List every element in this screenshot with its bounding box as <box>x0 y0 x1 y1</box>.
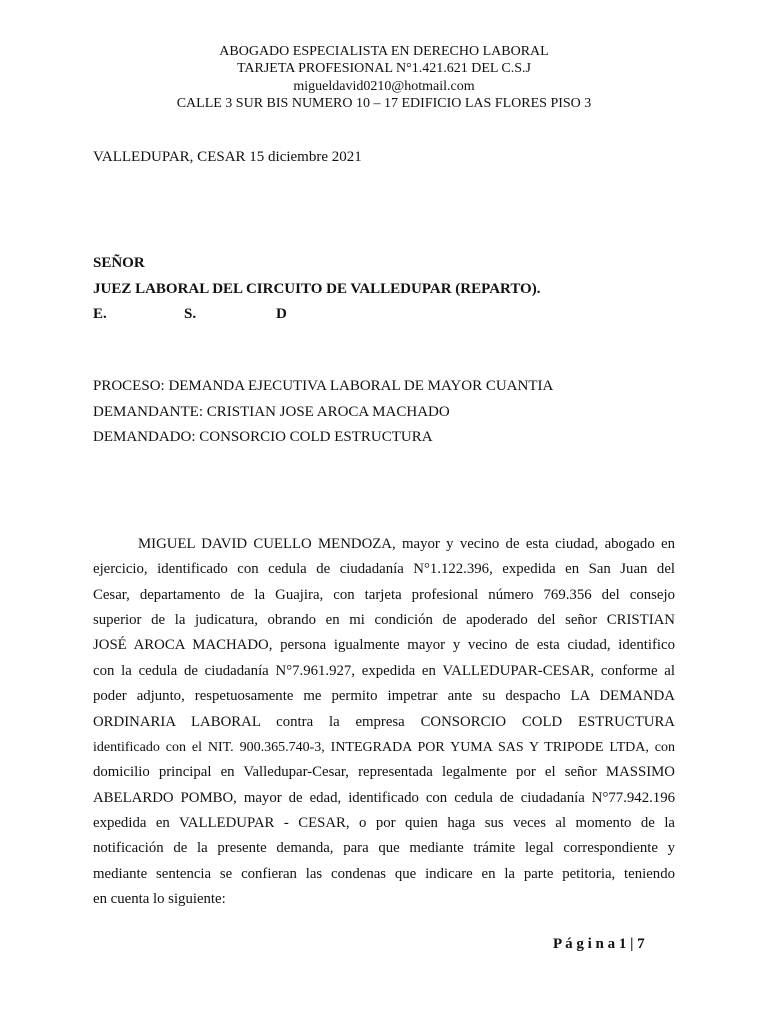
body-line: mediante sentencia se confieran las condenas que indicare en la parte petitoria, teniendo <box>93 865 675 882</box>
letterhead-address: CALLE 3 SUR BIS NUMERO 10 – 17 EDIFICIO LAS FLORES PISO 3 <box>176 96 592 112</box>
addressee-court: JUEZ LABORAL DEL CIRCUITO DE VALLEDUPAR (REPARTO). <box>93 281 541 297</box>
document-date: VALLEDUPAR, CESAR 15 diciembre 2021 <box>93 149 362 165</box>
body-line: MIGUEL DAVID CUELLO MENDOZA, mayor y vecino de esta ciudad, abogado en <box>138 536 675 552</box>
case-demandado: DEMANDADO: CONSORCIO COLD ESTRUCTURA <box>93 429 433 445</box>
body-line: domicilio principal en Valledupar-Cesar, representada legalmente por el señor MASSIMO <box>93 764 675 781</box>
letterhead-email: migueldavid0210@hotmail.com <box>293 78 475 94</box>
page-number: P á g i n a 1 | 7 <box>553 936 645 952</box>
body-line: notificación de la presente demanda, para que mediante trámite legal correspondiente y <box>93 840 675 857</box>
letterhead-title: ABOGADO ESPECIALISTA EN DERECHO LABORAL <box>219 44 549 59</box>
body-line: ABELARDO POMBO, mayor de edad, identificado con cedula de ciudadanía N°77.942.196 <box>93 789 675 806</box>
body-line: Cesar, departamento de la Guajira, con tarjeta profesional número 769.356 del consejo <box>93 586 675 603</box>
body-paragraph <box>93 532 675 912</box>
body-line: poder adjunto, respetuosamente me permito impetrar ante su despacho LA DEMANDA <box>93 688 675 705</box>
body-line: en cuenta lo siguiente: <box>93 891 226 908</box>
case-demandante: DEMANDANTE: CRISTIAN JOSE AROCA MACHADO <box>93 404 450 420</box>
addressee-salutation: SEÑOR <box>93 255 145 271</box>
case-proceso: PROCESO: DEMANDA EJECUTIVA LABORAL DE MAYOR CUANTIA <box>93 378 554 394</box>
esd-s: S. <box>184 306 197 322</box>
body-line: superior de la judicatura, obrando en mi condición de apoderado del señor CRISTIAN <box>93 612 675 629</box>
body-line: identificado con el NIT. 900.365.740-3, INTEGRADA POR YUMA SAS Y TRIPODE LTDA, con <box>93 739 675 755</box>
esd-d: D <box>276 306 287 322</box>
body-line: ejercicio, identificado con cedula de ciudadanía N°1.122.396, expedida en San Juan del <box>93 561 675 578</box>
body-line: JOSÉ AROCA MACHADO, persona igualmente mayor y vecino de esta ciudad, identifico <box>93 637 675 654</box>
letterhead-license: TARJETA PROFESIONAL N°1.421.621 DEL C.S.J <box>236 61 531 77</box>
addressee-esd <box>93 301 393 327</box>
body-line: ORDINARIA LABORAL contra la empresa CONSORCIO COLD ESTRUCTURA <box>93 713 675 730</box>
body-line: expedida en VALLEDUPAR - CESAR, o por quien haga sus veces al momento de la <box>93 814 675 831</box>
body-line: con la cedula de ciudadanía N°7.961.927, expedida en VALLEDUPAR-CESAR, conforme al <box>93 662 675 679</box>
esd-e: E. <box>93 306 107 322</box>
letterhead <box>0 43 768 113</box>
